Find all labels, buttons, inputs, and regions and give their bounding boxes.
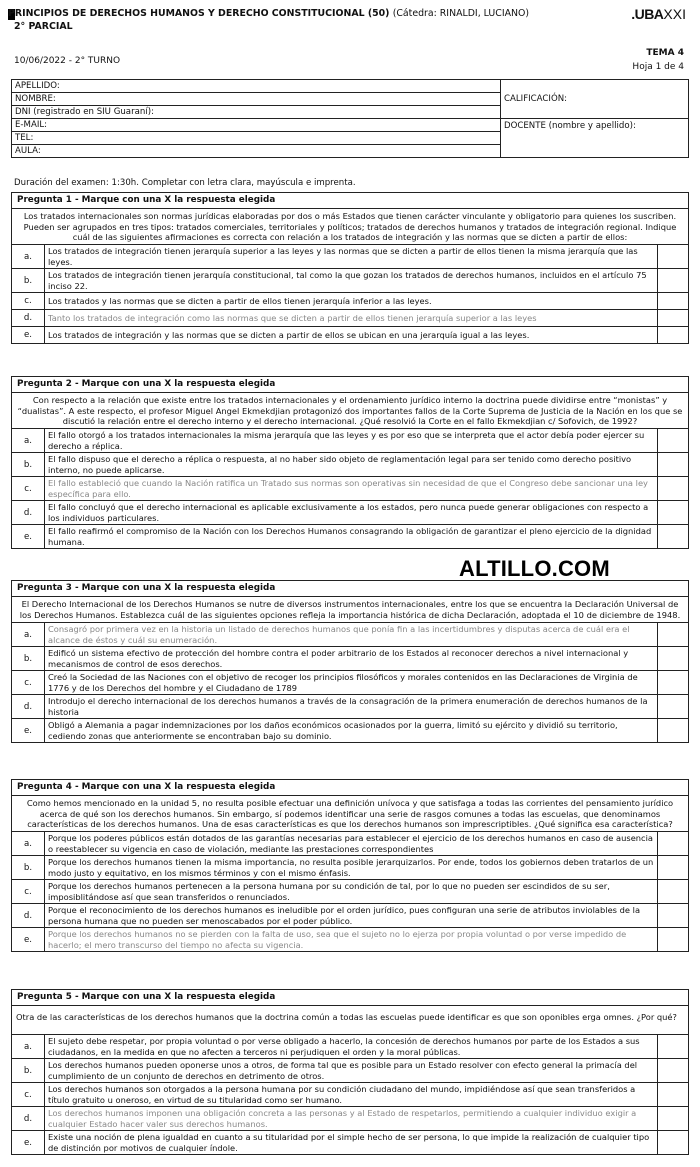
answer-box[interactable] — [658, 1107, 688, 1130]
option-text: El fallo otorgó a los tratados internacionales la misma jerarquía que las leyes y es por eso que se interpreta que el actor debía poder ejercer su derecho a réplica. — [45, 429, 658, 452]
answer-box[interactable] — [658, 928, 688, 951]
option-letter: a. — [12, 623, 45, 646]
option-letter: a. — [12, 1035, 45, 1058]
option-b — [12, 269, 688, 293]
option-letter: e. — [12, 525, 45, 548]
answer-box[interactable] — [658, 310, 688, 326]
question-stem: Como hemos mencionado en la unidad 5, no resulta posible efectuar una definición unívoca y que satisfaga a todas las corrientes del pensamiento jurídico acerca de qué son los derechos humanos. Sin embargo, sí podemos identificar una serie de rasgos comunes a todas las escuelas, que denominamos características de los derechos humanos. Una de esas características es que los derechos humanos son imprescriptibles. ¿Qué significa esa característica? — [12, 796, 688, 832]
question-2 — [11, 376, 689, 549]
question-3 — [11, 580, 689, 743]
option-letter: c. — [12, 1083, 45, 1106]
option-c — [12, 671, 688, 695]
option-b — [12, 647, 688, 671]
option-a — [12, 245, 688, 269]
answer-box[interactable] — [658, 856, 688, 879]
option-d — [12, 310, 688, 327]
tel-field[interactable]: TEL: — [12, 132, 501, 145]
question-5 — [11, 989, 689, 1155]
answer-box[interactable] — [658, 453, 688, 476]
question-title: Pregunta 3 - Marque con una X la respuesta elegida — [12, 581, 688, 597]
option-b — [12, 856, 688, 880]
question-title: Pregunta 2 - Marque con una X la respuesta elegida — [12, 377, 688, 393]
option-e — [12, 327, 688, 343]
option-text: Obligó a Alemania a pagar indemnizaciones por los daños económicos ocasionados por la guerra, limitó su ejército y dividió su territorio, cediendo zonas que anteriormente se encontraban bajo su dominio. — [45, 719, 658, 742]
apellido-field[interactable]: APELLIDO: — [12, 80, 501, 93]
option-e — [12, 719, 688, 742]
option-text: Los tratados de integración tienen jerarquía superior a las leyes y las normas que se dicten a partir de ellos tienen la misma jerarquía que las leyes. — [45, 245, 658, 268]
email-field[interactable]: E-MAIL: — [12, 119, 501, 132]
option-text: Los tratados y las normas que se dicten a partir de ellos tienen jerarquía inferior a las leyes. — [45, 293, 658, 309]
answer-box[interactable] — [658, 880, 688, 903]
logo-main: .UBA — [631, 6, 664, 22]
docente-field[interactable]: DOCENTE (nombre y apellido): — [501, 119, 689, 158]
exam-subtitle: 2° PARCIAL — [14, 21, 73, 32]
option-text: Los tratados de integración tienen jerarquía constitucional, tal como la que gozan los tratados de derechos humanos, incluidos en el artículo 75 inciso 22. — [45, 269, 658, 292]
answer-box[interactable] — [658, 719, 688, 742]
option-letter: b. — [12, 647, 45, 670]
option-d — [12, 904, 688, 928]
option-text: Los derechos humanos son otorgados a la persona humana por su condición ciudadano del mundo, impidiéndose así que sean transferidos a título gratuito u oneroso, en virtud de su titularidad como ser humano. — [45, 1083, 658, 1106]
question-title: Pregunta 1 - Marque con una X la respuesta elegida — [12, 193, 688, 209]
question-stem: Con respecto a la relación que existe entre los tratados internacionales y el ordenamiento jurídico interno la doctrina puede dividirse entre “monistas” y “dualistas”. A este respecto, el profesor Miguel Angel Ekmekdjian protagonizó dos importantes fallos de la Corte Suprema de Justicia de la Nación en los que se discutió la relación entre el derecho interno y el derecho internacional. ¿Qué resolvió la Corte en el fallo Ekmekdjian c/ Sofovich, de 1992? — [12, 393, 688, 429]
option-text: El fallo reafirmó el compromiso de la Nación con los Derechos Humanos consagrando la obligación de garantizar el pleno ejercicio de la dignidad humana. — [45, 525, 658, 548]
option-text: Los derechos humanos imponen una obligación concreta a las personas y al Estado de respetarlos, permitiendo a cualquier individuo exigir a cualquier Estado hacer valer sus derechos humanos. — [45, 1107, 658, 1130]
aula-field[interactable]: AULA: — [12, 145, 501, 158]
answer-box[interactable] — [658, 1131, 688, 1154]
option-e — [12, 525, 688, 548]
option-letter: e. — [12, 928, 45, 951]
answer-box[interactable] — [658, 245, 688, 268]
option-e — [12, 1131, 688, 1154]
option-text: Consagró por primera vez en la historia un listado de derechos humanos que ponía fin a las incertidumbres y disputas acerca de cuál era el alcance de éstos y cuál su enumeración. — [45, 623, 658, 646]
option-letter: e. — [12, 1131, 45, 1154]
answer-box[interactable] — [658, 1059, 688, 1082]
answer-box[interactable] — [658, 904, 688, 927]
option-letter: c. — [12, 671, 45, 694]
question-stem: Otra de las características de los derechos humanos que la doctrina común a todas las escuelas puede identificar es que son oponibles erga omnes. ¿Por qué? — [12, 1006, 688, 1035]
course-name: PRINCIPIOS DE DERECHOS HUMANOS Y DERECHO CONSTITUCIONAL (50) — [8, 8, 390, 19]
answer-box[interactable] — [658, 429, 688, 452]
option-letter: a. — [12, 832, 45, 855]
catedra: (Cátedra: RINALDI, LUCIANO) — [392, 8, 530, 19]
option-letter: c. — [12, 880, 45, 903]
option-letter: d. — [12, 501, 45, 524]
option-text: El fallo dispuso que el derecho a réplica o respuesta, al no haber sido objeto de reglamentación legal para ser tenido como derecho positivo interno, no puede aplicarse. — [45, 453, 658, 476]
logo-suffix: XXI — [663, 6, 686, 22]
answer-box[interactable] — [658, 671, 688, 694]
option-letter: a. — [12, 429, 45, 452]
question-1 — [11, 192, 689, 344]
option-letter: b. — [12, 856, 45, 879]
option-c — [12, 1083, 688, 1107]
option-letter: b. — [12, 1059, 45, 1082]
page-count: Hoja 1 de 4 — [632, 62, 684, 72]
answer-box[interactable] — [658, 1035, 688, 1058]
option-text: Porque los derechos humanos tienen la misma importancia, no resulta posible jerarquizarlos. Por ende, todos los gobiernos deben tratarlos de un modo justo y equitativo, en los mismos términos y con el mismo énfasis. — [45, 856, 658, 879]
option-text: Porque los derechos humanos pertenecen a la persona humana por su condición de tal, por lo que no pueden ser escindidos de su ser, imposiblitándose así que sean transferidos o renunciados. — [45, 880, 658, 903]
option-b — [12, 453, 688, 477]
question-stem: Los tratados internacionales son normas jurídicas elaboradas por dos o más Estados que tienen carácter vinculante y obligatorio para quienes los suscriben. Pueden ser agrupados en tres tipos: tratados comerciales, territoriales y políticos; tratados de derechos humanos y tratados de integración regional. Indique cuál de las siguientes afirmaciones es correcta con relación a los tratados de integración y las normas que se dicten a partir de ellos: — [12, 209, 688, 245]
option-text: Creó la Sociedad de las Naciones con el objetivo de recoger los principios filosóficos y morales contenidos en las Declaraciones de Virginia de 1776 y de los Derechos del hombre y el Ciudadano de 1789 — [45, 671, 658, 694]
course-title — [8, 8, 529, 19]
answer-box[interactable] — [658, 525, 688, 548]
option-a — [12, 832, 688, 856]
answer-box[interactable] — [658, 1083, 688, 1106]
answer-box[interactable] — [658, 327, 688, 343]
option-letter: a. — [12, 245, 45, 268]
question-title: Pregunta 4 - Marque con una X la respuesta elegida — [12, 780, 688, 796]
option-letter: d. — [12, 904, 45, 927]
option-c — [12, 477, 688, 501]
option-letter: e. — [12, 719, 45, 742]
answer-box[interactable] — [658, 501, 688, 524]
option-e — [12, 928, 688, 951]
answer-box[interactable] — [658, 832, 688, 855]
option-text: Los derechos humanos pueden oponerse unos a otros, de forma tal que es posible para un Estado resolver con efecto general la primacía del cumplimiento de un conjunto de derechos en detrimento de otros. — [45, 1059, 658, 1082]
option-letter: b. — [12, 453, 45, 476]
answer-box[interactable] — [658, 695, 688, 718]
option-text: El sujeto debe respetar, por propia voluntad o por verse obligado a hacerlo, la concesión de derechos humanos por parte de los Estados a sus ciudadanos, en la medida en que no afecten a terceros ni perjudiquen el orden y la moral públicas. — [45, 1035, 658, 1058]
option-d — [12, 695, 688, 719]
option-text: Porque el reconocimiento de los derechos humanos es ineludible por el orden jurídico, pues configuran una serie de atributos inviolables de la persona humana que no pueden ser menoscabados por el poder público. — [45, 904, 658, 927]
option-text: Tanto los tratados de integración como las normas que se dicten a partir de ellos tienen jerarquía superior a las leyes — [45, 310, 658, 326]
exam-duration: Duración del examen: 1:30h. Completar con letra clara, mayúscula e imprenta. — [14, 178, 356, 188]
option-c — [12, 880, 688, 904]
answer-box[interactable] — [658, 623, 688, 646]
answer-box[interactable] — [658, 269, 688, 292]
option-letter: d. — [12, 695, 45, 718]
option-text: Porque los poderes públicos están dotados de las garantías necesarias para establecer el ejercicio de los derechos humanos en caso de ausencia o reestablecer su vigencia en caso de violación, mediante las prestaciones correspondientes — [45, 832, 658, 855]
option-a — [12, 1035, 688, 1059]
option-d — [12, 1107, 688, 1131]
option-letter: b. — [12, 269, 45, 292]
option-letter: e. — [12, 327, 45, 343]
exam-date: 10/06/2022 - 2° TURNO — [14, 56, 121, 66]
tema-label: TEMA 4 — [646, 48, 684, 58]
answer-box[interactable] — [658, 647, 688, 670]
answer-box[interactable] — [658, 477, 688, 500]
option-a — [12, 623, 688, 647]
option-text: Existe una noción de plena igualdad en cuanto a su titularidad por el simple hecho de ser persona, lo que impide la realización de cualquier tipo de distinción por motivos de cualquier índole. — [45, 1131, 658, 1154]
uba-logo — [631, 6, 686, 22]
option-text: Edificó un sistema efectivo de protección del hombre contra el poder arbitrario de los Estados al reconocer derechos a nivel internacional y mecanismos de control de esos derechos. — [45, 647, 658, 670]
option-b — [12, 1059, 688, 1083]
option-text: Porque los derechos humanos no se pierden con la falta de uso, sea que el sujeto no lo ejerza por propia voluntad o por verse impedido de hacerlo; el mero transcurso del tiempo no afecta su vigencia. — [45, 928, 658, 951]
option-text: Los tratados de integración y las normas que se dicten a partir de ellos se ubican en una jerarquía igual a las leyes. — [45, 327, 658, 343]
question-title: Pregunta 5 - Marque con una X la respuesta elegida — [12, 990, 688, 1006]
option-letter: d. — [12, 310, 45, 326]
nombre-field[interactable]: NOMBRE: — [12, 93, 501, 106]
student-id-table — [11, 79, 689, 158]
option-letter: c. — [12, 293, 45, 309]
option-d — [12, 501, 688, 525]
option-a — [12, 429, 688, 453]
dni-field[interactable]: DNI (registrado en SIU Guaraní): — [12, 106, 501, 119]
option-text: El fallo estableció que cuando la Nación ratifica un Tratado sus normas son operativas sin necesidad de que el Congreso debe sancionar una ley específica para ello. — [45, 477, 658, 500]
option-letter: d. — [12, 1107, 45, 1130]
question-stem: El Derecho Internacional de los Derechos Humanos se nutre de diversos instrumentos internacionales, entre los que se encuentra la Declaración Universal de los Derechos Humanos. Establezca cuál de las siguientes opciones refleja la importancia histórica de dicha Declaración, adoptada el 10 de diciembre de 1948. — [12, 597, 688, 623]
answer-box[interactable] — [658, 293, 688, 309]
altillo-watermark: ALTILLO.COM — [459, 556, 610, 581]
question-4 — [11, 779, 689, 952]
option-c — [12, 293, 688, 310]
option-text: El fallo concluyó que el derecho internacional es aplicable exclusivamente a los estados, pero nunca puede generar obligaciones con respecto a los individuos particulares. — [45, 501, 658, 524]
option-letter: c. — [12, 477, 45, 500]
option-text: Introdujo el derecho internacional de los derechos humanos a través de la consagración de la primera enumeración de derechos humanos de la historia — [45, 695, 658, 718]
calificacion-field[interactable]: CALIFICACIÓN: — [501, 80, 689, 119]
